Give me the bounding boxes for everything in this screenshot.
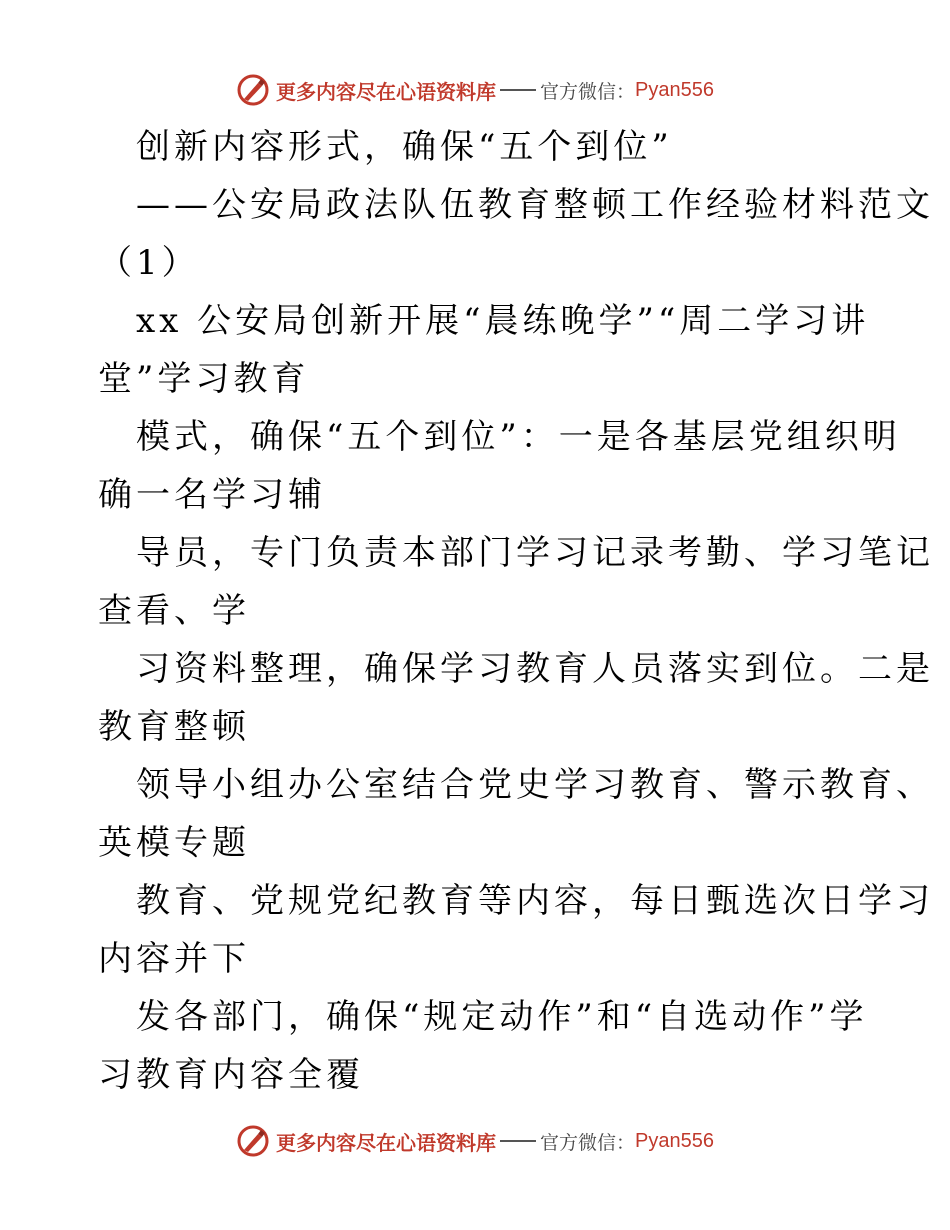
paragraph-line: 英模专题 xyxy=(98,823,250,863)
subtitle-line: ——公安局政法队伍教育整顿工作经验材料范文 xyxy=(136,185,934,225)
paragraph-line: 教育、党规党纪教育等内容，每日甄选次日学习 xyxy=(136,881,934,921)
document-body xyxy=(98,118,934,1104)
paragraph-line: 堂”学习教育 xyxy=(98,359,310,399)
watermark-text: 更多内容尽在心语资料库 xyxy=(276,79,496,104)
paragraph-line: 确一名学习辅 xyxy=(98,475,326,515)
watermark-official: 官方微信： xyxy=(540,1131,636,1154)
paragraph-line: 习教育内容全覆 xyxy=(98,1055,364,1095)
paragraph-line: 习资料整理，确保学习教育人员落实到位。二是 xyxy=(136,649,934,689)
paragraph-line: 查看、学 xyxy=(98,591,250,631)
paragraph-line: 内容并下 xyxy=(98,939,250,979)
footer-watermark xyxy=(0,1121,950,1161)
paragraph-line: 领导小组办公室结合党史学习教育、警示教育、 xyxy=(136,765,934,805)
paragraph-line: xx 公安局创新开展“晨练晚学”“周二学习讲 xyxy=(136,301,870,341)
paragraph-line: 教育整顿 xyxy=(98,707,250,747)
header-watermark xyxy=(0,70,950,110)
subtitle-number-line: （1） xyxy=(98,243,200,283)
watermark-text: 更多内容尽在心语资料库 xyxy=(276,1130,496,1155)
watermark-dash xyxy=(500,1140,536,1142)
watermark-dash xyxy=(500,89,536,91)
watermark-official: 官方微信： xyxy=(540,80,636,103)
paragraph-line: 模式，确保“五个到位”：一是各基层党组织明 xyxy=(136,417,901,457)
watermark-id: Pyan556 xyxy=(635,78,714,101)
title-line: 创新内容形式，确保“五个到位” xyxy=(136,127,673,167)
watermark-id: Pyan556 xyxy=(635,1129,714,1152)
paragraph-line: 发各部门，确保“规定动作”和“自选动作”学 xyxy=(136,997,868,1037)
pen-logo-icon xyxy=(236,1124,270,1158)
paragraph-line: 导员，专门负责本部门学习记录考勤、学习笔记 xyxy=(136,533,934,573)
pen-logo-icon xyxy=(236,73,270,107)
